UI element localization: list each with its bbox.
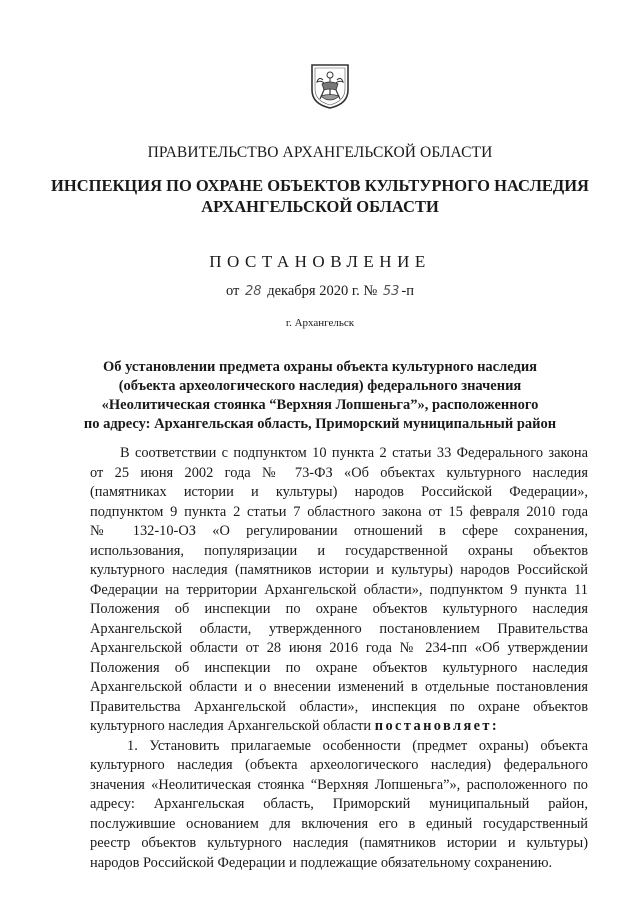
body-line: Положения об инспекции по охране объектов культурного наследия xyxy=(90,659,588,676)
number-suffix: -п xyxy=(401,283,414,299)
body-line: Архангельской области, утвержденного постановлением Правительства xyxy=(90,620,588,637)
item-line: адресу: Архангельская область, Приморский муниципальный район, xyxy=(90,796,588,812)
handwritten-number: 53 xyxy=(382,284,400,299)
body-line: культурного наследия (памятников истории и культуры) народов Российской xyxy=(90,562,588,578)
body-line: Федерации на территории Архангельской области», подпунктом 9 пункта 11 xyxy=(90,581,588,598)
inspection-title-line-1: ИНСПЕКЦИЯ ПО ОХРАНЕ ОБЪЕКТОВ КУЛЬТУРНОГО НАСЛЕДИЯ xyxy=(51,176,589,195)
body-line: № 132-10-ОЗ «О регулировании отношений в сфере сохранения, xyxy=(90,523,588,539)
inspection-title-line-2: АРХАНГЕЛЬСКОЙ ОБЛАСТИ xyxy=(201,197,439,216)
item-line: 1. Установить прилагаемые особенности (предмет охраны) объекта xyxy=(127,737,588,754)
item-line: послужившие основанием для включения его в единый государственный xyxy=(90,815,588,832)
document-type-heading: ПОСТАНОВЛЕНИЕ xyxy=(209,252,431,271)
item-line: значения «Неолитическая стоянка “Верхняя Лопшеньга”», расположенного по xyxy=(90,776,588,793)
body-line: Архангельской области от 28 июня 2016 года № 234-пп «Об утверждении xyxy=(90,640,588,656)
subject-line: (объекта археологического наследия) федерального значения xyxy=(118,378,522,394)
coat-of-arms-icon xyxy=(309,62,351,110)
handwritten-day: 28 xyxy=(245,284,262,299)
body-line: подпунктом 9 пункта 2 статьи 7 областного закона от 15 февраля 2010 года xyxy=(90,503,588,520)
subject-line: «Неолитическая стоянка “Верхняя Лопшеньга”», расположенного xyxy=(101,397,539,413)
subject-line: Об установлении предмета охраны объекта культурного наследия xyxy=(102,359,538,375)
body-line-final xyxy=(90,717,588,737)
city-label: г. Архангельск xyxy=(285,317,355,329)
body-line: Архангельской области и о внесении изменений в отдельные постановления xyxy=(90,679,588,695)
government-title: ПРАВИТЕЛЬСТВО АРХАНГЕЛЬСКОЙ ОБЛАСТИ xyxy=(147,144,493,161)
subject-line: по адресу: Архангельская область, Приморский муниципальный район xyxy=(83,416,557,432)
document-body xyxy=(90,444,588,873)
date-prefix: от xyxy=(226,283,240,299)
body-line: использования, популяризации и государственной охраны объектов xyxy=(90,542,588,559)
body-line: Правительства Архангельской области», инспекция по охране объектов xyxy=(90,698,588,715)
body-line: культурного наследия Архангельской области xyxy=(90,718,372,734)
item-line: народов Российской Федерации и подлежащие обязательному сохранению. xyxy=(90,854,553,871)
body-line: (памятниках истории и культуры) народов Российской Федерации», xyxy=(90,484,588,500)
date-rest: декабря 2020 г. № xyxy=(267,283,378,299)
document-date-number xyxy=(0,283,640,300)
item-line: реестр объектов культурного наследия (памятников истории и культуры) xyxy=(90,835,588,851)
decree-word: постановляет: xyxy=(374,718,500,734)
body-line: Положения об инспекции по охране объектов культурного наследия xyxy=(90,601,588,617)
body-line: от 25 июня 2002 года № 73-ФЗ «Об объектах культурного наследия xyxy=(90,464,588,481)
item-line: культурного наследия (объекта археологического наследия) федерального xyxy=(90,757,588,773)
body-line: В соответствии с подпунктом 10 пункта 2 статьи 33 Федерального закона xyxy=(120,445,588,461)
